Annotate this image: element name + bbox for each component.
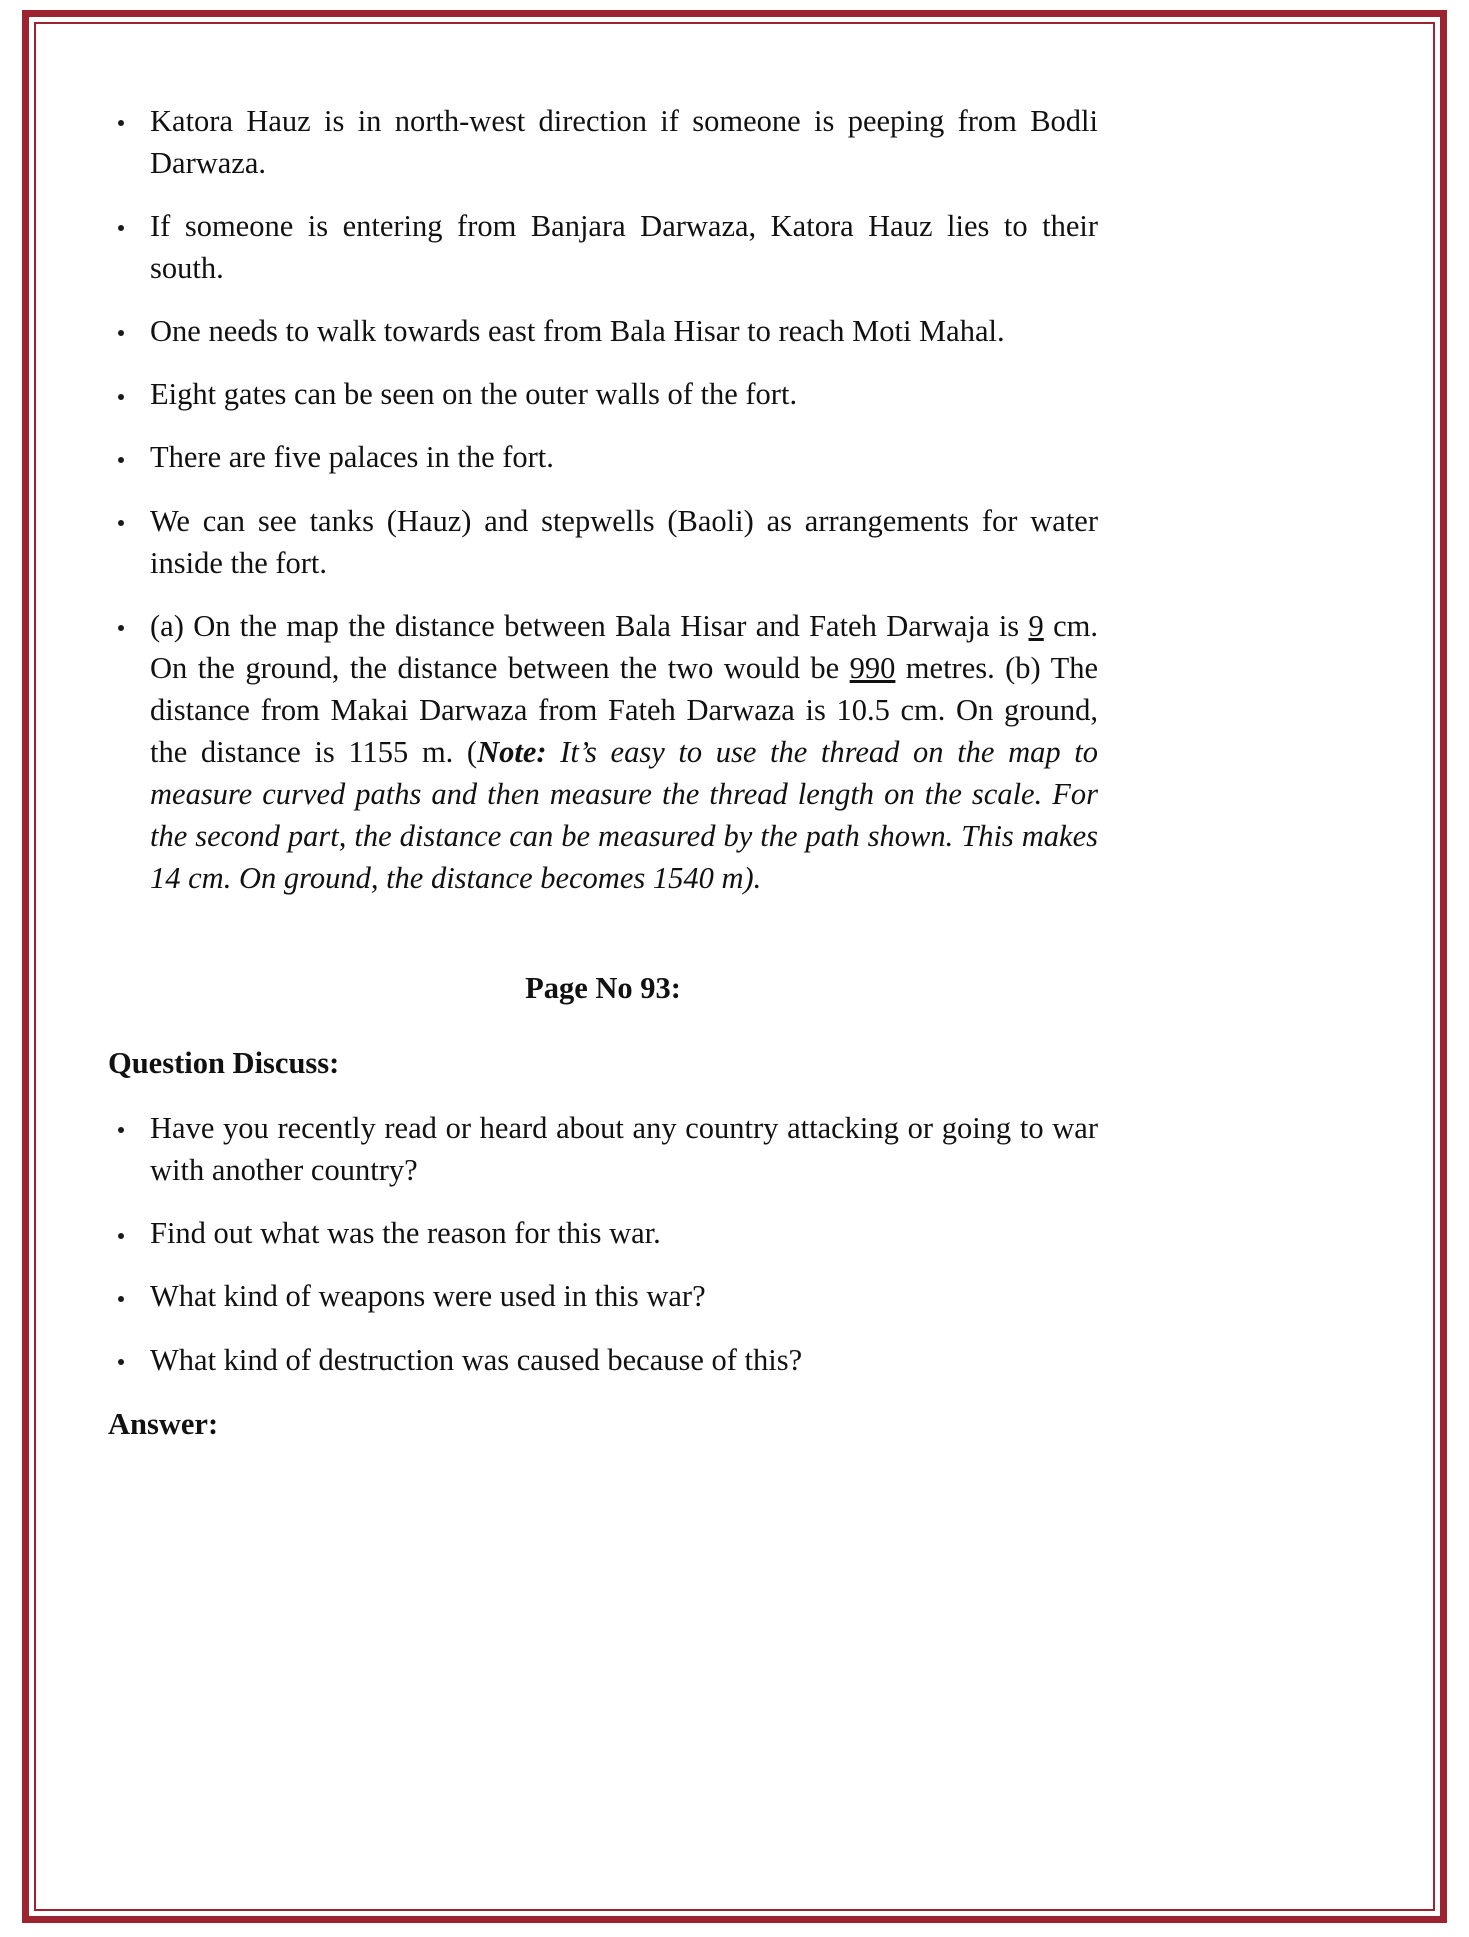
- list-item: [108, 373, 1098, 415]
- map-distance-a-value: 9: [1028, 608, 1044, 643]
- answer-heading: Answer:: [108, 1406, 219, 1441]
- list-item: [108, 310, 1098, 352]
- bullet-text: There are five palaces in the fort.: [150, 440, 554, 475]
- bullet-text: What kind of weapons were used in this war?: [150, 1279, 706, 1314]
- bullet-text: Find out what was the reason for this war.: [150, 1216, 661, 1251]
- note-text: It’s easy to use the thread on the map to measure curved paths and then measure the thread length on the scale. For the second part, the distance can be measured by the path shown. This makes 14 cm. On ground, the distance becomes 1540 m).: [150, 734, 1098, 896]
- bullet-text: Have you recently read or heard about any country attacking or going to war with another country?: [150, 1111, 1098, 1188]
- list-item: [108, 100, 1098, 184]
- bullet-text: What kind of destruction was caused because of this?: [150, 1342, 803, 1377]
- bullet-text: Eight gates can be seen on the outer walls of the fort.: [150, 377, 798, 412]
- list-item: [108, 436, 1098, 478]
- distance-seg-1: (a) On the map the distance between Bala Hisar and Fateh Darwaja is: [150, 608, 1029, 643]
- list-item: [108, 500, 1098, 584]
- distance-answer-paragraph: [150, 609, 1098, 895]
- question-discuss-heading: Question Discuss:: [108, 1046, 340, 1081]
- page-content: [108, 100, 1098, 1442]
- bullet-text: If someone is entering from Banjara Darwaza, Katora Hauz lies to their south.: [150, 209, 1098, 286]
- list-item: [108, 1212, 1098, 1254]
- bullet-text: We can see tanks (Hauz) and stepwells (Baoli) as arrangements for water inside the fort.: [150, 503, 1098, 580]
- bullet-text: Katora Hauz is in north-west direction if someone is peeping from Bodli Darwaza.: [150, 104, 1098, 181]
- note-label: Note:: [477, 734, 547, 769]
- observation-bullet-list: [108, 100, 1098, 899]
- ground-distance-a-value: 990: [849, 650, 896, 685]
- list-item: [108, 1339, 1098, 1381]
- distance-seg-3: metres. (b) The distance from Makai Darwaza from Fateh Darwaza is 10.5 cm. On ground, the distance is 1155 m. (: [150, 650, 1099, 769]
- list-item: [108, 205, 1098, 289]
- question-bullet-list: [108, 1107, 1098, 1380]
- bullet-text: One needs to walk towards east from Bala Hisar to reach Moti Mahal.: [150, 314, 1005, 349]
- list-item: [108, 1275, 1098, 1317]
- list-item-distance-answer: [108, 605, 1098, 900]
- page-number-heading: Page No 93:: [525, 971, 681, 1006]
- distance-seg-2: cm. On the ground, the distance between the two would be: [150, 608, 1098, 685]
- list-item: [108, 1107, 1098, 1191]
